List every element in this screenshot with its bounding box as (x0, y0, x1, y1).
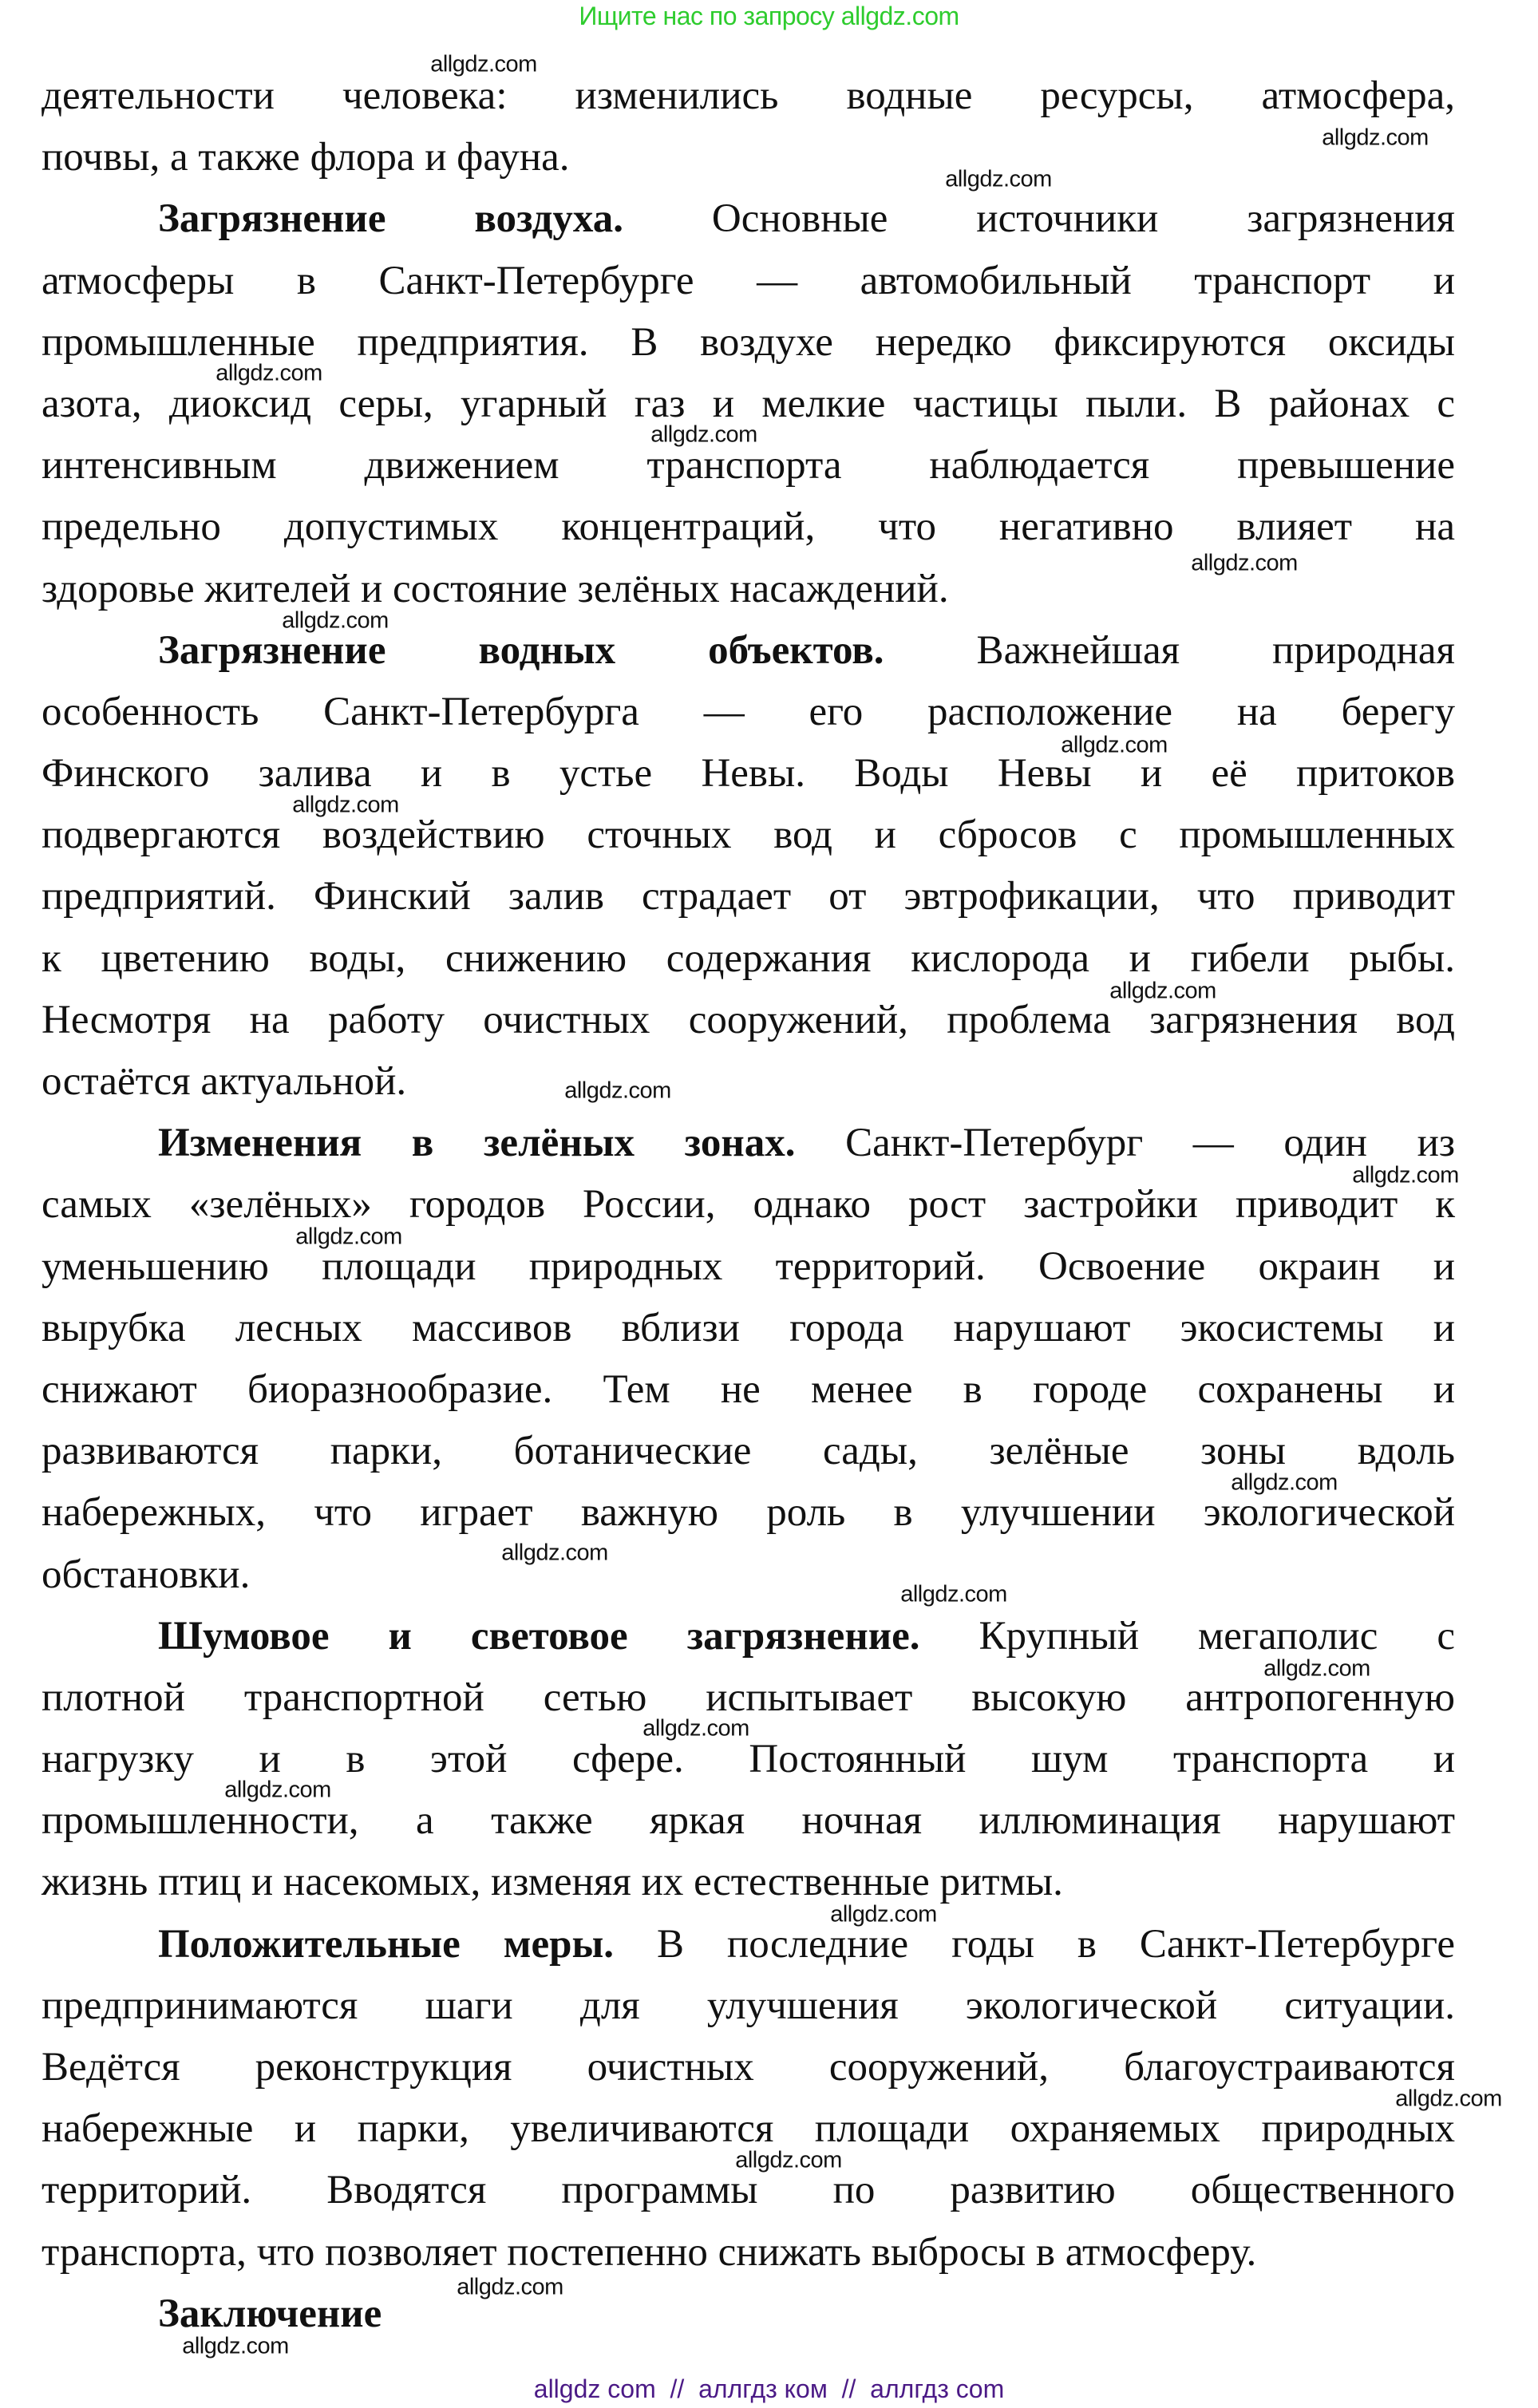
watermark: allgdz.com (1352, 1162, 1459, 1188)
watermark: allgdz.com (1109, 978, 1216, 1004)
line-text: территорий. Вводятся программы по развитию общественного (42, 2168, 1455, 2213)
text-line (42, 1914, 1455, 1975)
footer-links[interactable]: allgdz com // аллгдз ком // аллгдз com (533, 2374, 1005, 2403)
watermark: allgdz.com (295, 1224, 402, 1250)
watermark: allgdz.com (1061, 732, 1168, 758)
watermark: allgdz.com (564, 1077, 671, 1104)
watermark: allgdz.com (1231, 1469, 1338, 1496)
line-text: самых «зелёных» городов России, однако рост застройки приводит к (42, 1182, 1455, 1228)
text-line (42, 1051, 1455, 1113)
line-text: Основные источники загрязнения (623, 196, 1456, 242)
watermark: allgdz.com (224, 1777, 331, 1803)
line-text: Несмотря на работу очистных сооружений, проблема загрязнения вод (42, 997, 1455, 1042)
section-heading: Шумовое и световое загрязнение. (158, 1613, 920, 1659)
line-text: Ведётся реконструкция очистных сооружений, благоустраиваются (42, 2045, 1455, 2090)
line-text: набережных, что играет важную роль в улучшении экологической (42, 1490, 1455, 1536)
text-line (42, 2222, 1455, 2283)
line-text: предприятий. Финский залив страдает от эвтрофикации, что приводит (42, 874, 1455, 919)
text-line (42, 1544, 1455, 1606)
text-line (42, 990, 1455, 1051)
text-line (42, 743, 1455, 805)
text-line (42, 251, 1455, 312)
section-heading: Изменения в зелёных зонах. (158, 1121, 796, 1166)
watermark: allgdz.com (430, 51, 537, 77)
section-heading: Загрязнение воздуха. (158, 196, 623, 242)
line-text: развиваются парки, ботанические сады, зелёные зоны вдоль (42, 1429, 1455, 1474)
text-line (42, 1113, 1455, 1174)
line-text: промышленные предприятия. В воздухе нередко фиксируются оксиды (42, 319, 1455, 365)
line-text: В последние годы в Санкт-Петербурге (614, 1921, 1456, 1967)
text-line (42, 1236, 1455, 1298)
line-text: Крупный мегаполис с (919, 1613, 1455, 1659)
line-text: Важнейшая природная (884, 627, 1455, 673)
watermark: allgdz.com (900, 1581, 1007, 1607)
line-text: предельно допустимых концентраций, что негативно влияет на (42, 504, 1455, 550)
watermark: allgdz.com (282, 607, 389, 634)
top-banner[interactable]: Ищите нас по запросу allgdz.com (579, 2, 959, 30)
section-paragraph (42, 1113, 1455, 1606)
text-line (42, 127, 1455, 188)
watermark: allgdz.com (182, 2333, 289, 2359)
line-text: обстановки. (42, 1552, 251, 1597)
line-text: азота, диоксид серы, угарный газ и мелкие частицы пыли. В районах с (42, 381, 1455, 426)
watermark: allgdz.com (292, 792, 399, 818)
text-line (42, 496, 1455, 558)
paragraph (42, 65, 1455, 188)
watermark: allgdz.com (501, 1540, 608, 1566)
section-heading: Загрязнение водных объектов. (158, 627, 884, 673)
line-text: плотной транспортной сетью испытывает высокую антропогенную (42, 1675, 1455, 1720)
line-text: снижают биоразнообразие. Тем не менее в городе сохранены и (42, 1366, 1455, 1412)
line-text: Санкт-Петербург — один из (795, 1121, 1456, 1166)
line-text: предпринимаются шаги для улучшения экологической ситуации. (42, 1983, 1455, 2028)
watermark: allgdz.com (830, 1901, 937, 1928)
text-line (42, 1298, 1455, 1359)
watermark: allgdz.com (1263, 1655, 1370, 1682)
line-text: Финского залива и в устье Невы. Воды Невы и её притоков (42, 751, 1455, 797)
watermark: allgdz.com (735, 2147, 842, 2173)
section-paragraph (42, 1606, 1455, 1914)
line-text: почвы, а также флора и фауна. (42, 135, 570, 180)
line-text: транспорта, что позволяет постепенно снижать выбросы в атмосферу. (42, 2229, 1257, 2275)
line-text: интенсивным движением транспорта наблюдается превышение (42, 443, 1455, 488)
text-line (42, 1975, 1455, 2037)
text-line (42, 682, 1455, 743)
line-text: особенность Санкт-Петербурга — его расположение на берегу (42, 689, 1455, 734)
text-line (42, 1174, 1455, 1236)
text-line (42, 805, 1455, 866)
watermark: allgdz.com (215, 360, 322, 386)
section-paragraph (42, 1914, 1455, 2283)
text-line (42, 1852, 1455, 1913)
text-line (42, 620, 1455, 682)
text-line (42, 1606, 1455, 1667)
line-text: вырубка лесных массивов вблизи города нарушают экосистемы и (42, 1305, 1455, 1350)
line-text: подвергаются воздействию сточных вод и сбросов с промышленных (42, 813, 1455, 858)
watermark: allgdz.com (457, 2274, 563, 2300)
text-line (42, 1359, 1455, 1421)
line-text: жизнь птиц и насекомых, изменяя их естественные ритмы. (42, 1860, 1063, 1905)
text-line (42, 65, 1455, 127)
document-body (42, 65, 1455, 2345)
watermark: allgdz.com (1191, 550, 1298, 576)
line-text: набережные и парки, увеличиваются площади охраняемых природных (42, 2106, 1455, 2152)
line-text: здоровье жителей и состояние зелёных насаждений. (42, 566, 949, 611)
text-line (42, 2037, 1455, 2098)
text-line (42, 866, 1455, 927)
section-heading: Положительные меры. (158, 1921, 615, 1967)
watermark: allgdz.com (1322, 125, 1429, 151)
line-text: нагрузку и в этой сфере. Постоянный шум транспорта и (42, 1737, 1455, 1782)
watermark: allgdz.com (1395, 2086, 1502, 2112)
watermark: allgdz.com (642, 1715, 749, 1742)
watermark: allgdz.com (650, 421, 757, 448)
line-text: к цветению воды, снижению содержания кислорода и гибели рыбы. (42, 935, 1455, 981)
line-text: промышленности, а также яркая ночная иллюминация нарушают (42, 1798, 1455, 1844)
line-text: остаётся актуальной. (42, 1059, 407, 1104)
line-text: деятельности человека: изменились водные ресурсы, атмосфера, (42, 73, 1455, 118)
section-paragraph (42, 620, 1455, 1113)
watermark: allgdz.com (945, 166, 1052, 192)
line-text: атмосферы в Санкт-Петербурге — автомобильный транспорт и (42, 258, 1455, 303)
line-text: уменьшению площади природных территорий. Освоение окраин и (42, 1244, 1455, 1289)
text-line (42, 188, 1455, 250)
section-heading: Заключение (158, 2291, 382, 2336)
text-line (42, 928, 1455, 990)
